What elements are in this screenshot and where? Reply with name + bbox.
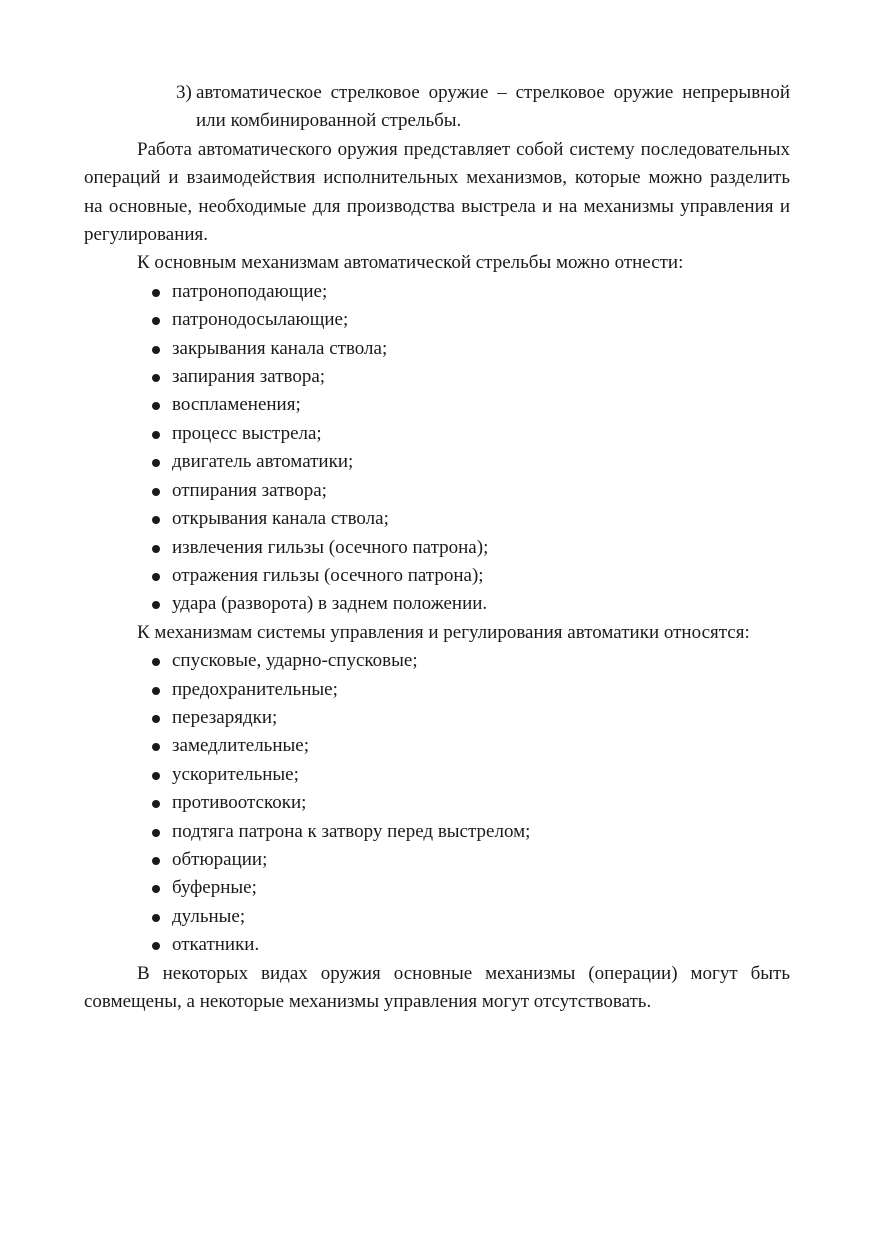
bullet-icon xyxy=(152,743,160,751)
bullet-icon xyxy=(152,829,160,837)
list-item-text: двигатель автоматики; xyxy=(172,451,354,473)
bullet-icon xyxy=(152,885,160,893)
list-item xyxy=(84,676,790,704)
list-item xyxy=(84,818,790,846)
enumerated-item-number: 3) xyxy=(176,82,192,103)
paragraph-intro: Работа автоматического оружия представляет собой систему последовательных операций и взаимодействия исполнительных механизмов, которые можно разделить на основные, необходимые для производства выстрела и на механизмы управления и регулирования. xyxy=(84,138,790,246)
main-mechanisms-list xyxy=(84,278,790,619)
list-item-text: процесс выстрела; xyxy=(172,422,322,444)
list-item xyxy=(84,761,790,789)
list-item-text: открывания канала ствола; xyxy=(172,508,389,530)
enumerated-item-text: автоматическое стрелковое оружие – стрелковое оружие непрерывной или комбинированной стрельбы. xyxy=(196,82,790,132)
list-item-text: отражения гильзы (осечного патрона); xyxy=(172,564,484,586)
list-item-text: противоотскоки; xyxy=(172,792,307,814)
list-item-text: удара (разворота) в заднем положении. xyxy=(172,593,488,615)
list-item-text: закрывания канала ствола; xyxy=(172,337,388,359)
bullet-icon xyxy=(152,516,160,524)
list-item xyxy=(84,704,790,732)
bullet-icon xyxy=(152,658,160,666)
list-item xyxy=(84,732,790,760)
list-item-text: замедлительные; xyxy=(172,735,309,757)
bullet-icon xyxy=(152,857,160,865)
paragraph-main-heading: К основным механизмам автоматической стрельбы можно отнести: xyxy=(137,252,684,274)
list-item-text: запирания затвора; xyxy=(172,366,326,388)
list-item-text: подтяга патрона к затвору перед выстрелом; xyxy=(172,820,531,842)
list-item xyxy=(84,278,790,306)
bullet-icon xyxy=(152,545,160,553)
list-item xyxy=(84,562,790,590)
list-item xyxy=(84,306,790,334)
list-item xyxy=(84,448,790,476)
list-item xyxy=(84,363,790,391)
bullet-icon xyxy=(152,942,160,950)
list-item-text: перезарядки; xyxy=(172,706,278,728)
list-item xyxy=(84,420,790,448)
list-item xyxy=(84,534,790,562)
page-text xyxy=(84,79,790,1016)
list-item xyxy=(84,931,790,959)
bullet-icon xyxy=(152,459,160,467)
list-item xyxy=(84,903,790,931)
list-item-text: отпирания затвора; xyxy=(172,479,327,501)
enumerated-item xyxy=(84,79,790,136)
paragraph-control-heading: К механизмам системы управления и регулирования автоматики относятся: xyxy=(137,621,750,643)
bullet-icon xyxy=(152,289,160,297)
list-item-text: ускорительные; xyxy=(172,763,299,785)
list-item xyxy=(84,505,790,533)
list-item-text: воспламенения; xyxy=(172,394,301,416)
bullet-icon xyxy=(152,800,160,808)
list-item-text: обтюрации; xyxy=(172,848,268,870)
list-item-text: буферные; xyxy=(172,877,257,899)
bullet-icon xyxy=(152,374,160,382)
bullet-icon xyxy=(152,772,160,780)
list-item xyxy=(84,335,790,363)
bullet-icon xyxy=(152,431,160,439)
list-item-text: патронодосылающие; xyxy=(172,309,349,331)
list-item xyxy=(84,391,790,419)
bullet-icon xyxy=(152,402,160,410)
control-mechanisms-list xyxy=(84,647,790,959)
bullet-icon xyxy=(152,346,160,354)
bullet-icon xyxy=(152,914,160,922)
list-item xyxy=(84,846,790,874)
paragraph-conclusion: В некоторых видах оружия основные механизмы (операции) могут быть совмещены, а некоторые механизмы управления могут отсутствовать. xyxy=(84,962,790,1012)
list-item-text: предохранительные; xyxy=(172,678,338,700)
bullet-icon xyxy=(152,317,160,325)
list-item-text: патроноподающие; xyxy=(172,280,328,302)
list-item xyxy=(84,874,790,902)
bullet-icon xyxy=(152,601,160,609)
bullet-icon xyxy=(152,488,160,496)
bullet-icon xyxy=(152,573,160,581)
list-item xyxy=(84,477,790,505)
list-item xyxy=(84,647,790,675)
bullet-icon xyxy=(152,715,160,723)
list-item-text: дульные; xyxy=(172,905,246,927)
bullet-icon xyxy=(152,687,160,695)
list-item xyxy=(84,590,790,618)
list-item-text: спусковые, ударно-спусковые; xyxy=(172,650,418,672)
list-item-text: откатники. xyxy=(172,934,260,956)
list-item-text: извлечения гильзы (осечного патрона); xyxy=(172,536,489,558)
list-item xyxy=(84,789,790,817)
